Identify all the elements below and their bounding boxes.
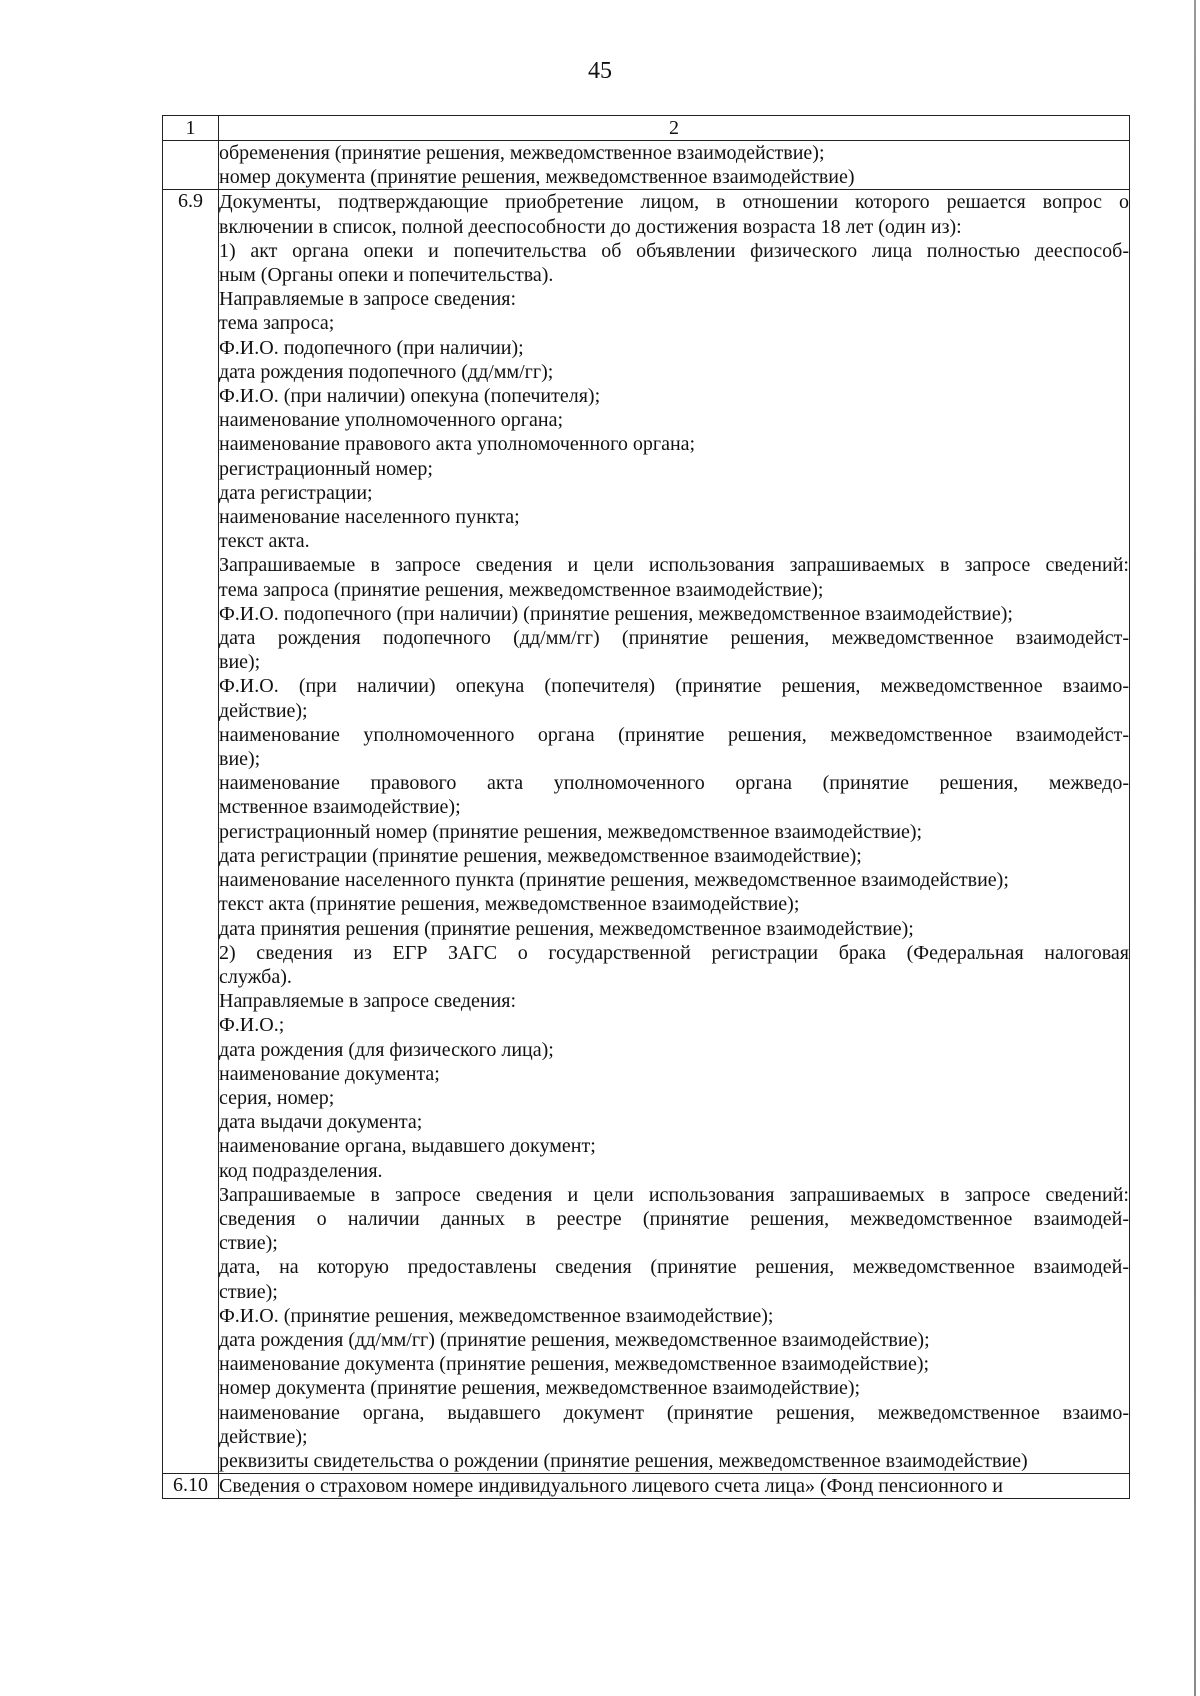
row-number: 6.9 <box>163 190 219 1474</box>
text-line: код подразделения. <box>219 1159 383 1182</box>
text-line: сведения о наличии данных в реестре (принятие решения, межведомственное взаимодей- <box>219 1207 1129 1230</box>
text-line: реквизиты свидетельства о рождении (принятие решения, межведомственное взаимодействие) <box>219 1449 1028 1472</box>
text-line: действие); <box>219 699 308 722</box>
text-line: вие); <box>219 651 261 674</box>
row-number: 6.10 <box>163 1474 219 1499</box>
text-line: наименование уполномоченного органа (принятие решения, межведомственное взаимодейст- <box>219 723 1129 746</box>
text-line: ствие); <box>219 1280 278 1303</box>
text-line: дата рождения (для физического лица); <box>219 1038 554 1061</box>
text-line: наименование правового акта уполномоченного органа (принятие решения, межведо- <box>219 772 1129 795</box>
text-line: наименование населенного пункта (принятие решения, межведомственное взаимодействие); <box>219 869 1009 892</box>
text-line: Ф.И.О. (при наличии) опекуна (попечителя); <box>219 385 601 408</box>
document-table <box>162 115 1130 1499</box>
scan-edge <box>1194 0 1196 1696</box>
row-content <box>219 141 1130 190</box>
text-line: дата рождения подопечного (дд/мм/гг) (принятие решения, межведомственное взаимодейст- <box>219 627 1129 650</box>
text-line: тема запроса (принятие решения, межведомственное взаимодействие); <box>219 578 824 601</box>
text-line: регистрационный номер (принятие решения, межведомственное взаимодействие); <box>219 820 923 843</box>
page-number: 45 <box>588 58 612 84</box>
table-row <box>163 141 1130 190</box>
text-line: наименование правового акта уполномоченного органа; <box>219 433 696 456</box>
text-line: дата рождения подопечного (дд/мм/гг); <box>219 360 554 383</box>
text-line: обременения (принятие решения, межведомственное взаимодействие); <box>219 142 825 164</box>
text-line: Ф.И.О.; <box>219 1014 285 1037</box>
text-line: серия, номер; <box>219 1086 335 1109</box>
text-line: 2) сведения из ЕГР ЗАГС о государственной регистрации брака (Федеральная налоговая <box>219 941 1129 964</box>
text-line: Направляемые в запросе сведения: <box>219 288 517 311</box>
text-line: ным (Органы опеки и попечительства). <box>219 264 554 287</box>
text-line: номер документа (принятие решения, межведомственное взаимодействие) <box>219 166 855 189</box>
text-line: Ф.И.О. подопечного (при наличии) (принятие решения, межведомственное взаимодействие); <box>219 602 1013 625</box>
row-number <box>163 141 219 190</box>
text-line: дата регистрации; <box>219 481 373 504</box>
row-content <box>219 190 1130 1474</box>
text-line: дата регистрации (принятие решения, межведомственное взаимодействие); <box>219 844 862 867</box>
text-line: наименование документа; <box>219 1062 440 1085</box>
text-line: номер документа (принятие решения, межведомственное взаимодействие); <box>219 1377 861 1400</box>
text-line: Запрашиваемые в запросе сведения и цели использования запрашиваемых в запросе сведений: <box>219 1183 1129 1206</box>
text-line: вие); <box>219 748 261 771</box>
text-line: служба). <box>219 965 292 988</box>
text-line: дата рождения (дд/мм/гг) (принятие решения, межведомственное взаимодействие); <box>219 1328 930 1351</box>
text-line: Сведения о страховом номере индивидуального лицевого счета лица» (Фонд пенсионного и <box>219 1475 1003 1498</box>
header-col-2: 2 <box>219 116 1130 141</box>
text-line: регистрационный номер; <box>219 457 433 480</box>
text-line: Ф.И.О. (принятие решения, межведомственное взаимодействие); <box>219 1304 774 1327</box>
text-line: наименование органа, выдавшего документ (принятие решения, межведомственное взаимо- <box>219 1401 1129 1424</box>
text-line: текст акта (принятие решения, межведомственное взаимодействие); <box>219 893 800 916</box>
text-line: дата выдачи документа; <box>219 1111 423 1134</box>
row-content <box>219 1474 1130 1499</box>
table-row <box>163 190 1130 1474</box>
text-line: 1) акт органа опеки и попечительства об объявлении физического лица полностью дееспособ- <box>219 239 1129 262</box>
text-line: текст акта. <box>219 530 310 553</box>
text-line: наименование документа (принятие решения, межведомственное взаимодействие); <box>219 1353 930 1376</box>
text-line: действие); <box>219 1425 308 1448</box>
text-line: Ф.И.О. подопечного (при наличии); <box>219 336 524 359</box>
text-line: Направляемые в запросе сведения: <box>219 990 517 1013</box>
text-line: наименование органа, выдавшего документ; <box>219 1135 596 1158</box>
text-line: наименование уполномоченного органа; <box>219 409 564 432</box>
text-line: Документы, подтверждающие приобретение лицом, в отношении которого решается вопрос о <box>219 191 1129 214</box>
text-line: мственное взаимодействие); <box>219 796 461 819</box>
text-line: Ф.И.О. (при наличии) опекуна (попечителя) (принятие решения, межведомственное взаимо- <box>219 675 1129 698</box>
table-row <box>163 1474 1130 1499</box>
header-col-1: 1 <box>163 116 219 141</box>
text-line: дата принятия решения (принятие решения, межведомственное взаимодействие); <box>219 917 914 940</box>
text-line: ствие); <box>219 1232 278 1255</box>
text-line: включении в список, полной дееспособности до достижения возраста 18 лет (один из): <box>219 215 962 238</box>
text-line: наименование населенного пункта; <box>219 506 520 529</box>
text-line: Запрашиваемые в запросе сведения и цели использования запрашиваемых в запросе сведений: <box>219 554 1129 577</box>
text-line: дата, на которую предоставлены сведения (принятие решения, межведомственное взаимодей- <box>219 1256 1129 1279</box>
text-line: тема запроса; <box>219 312 335 335</box>
table-header-row <box>163 116 1130 141</box>
